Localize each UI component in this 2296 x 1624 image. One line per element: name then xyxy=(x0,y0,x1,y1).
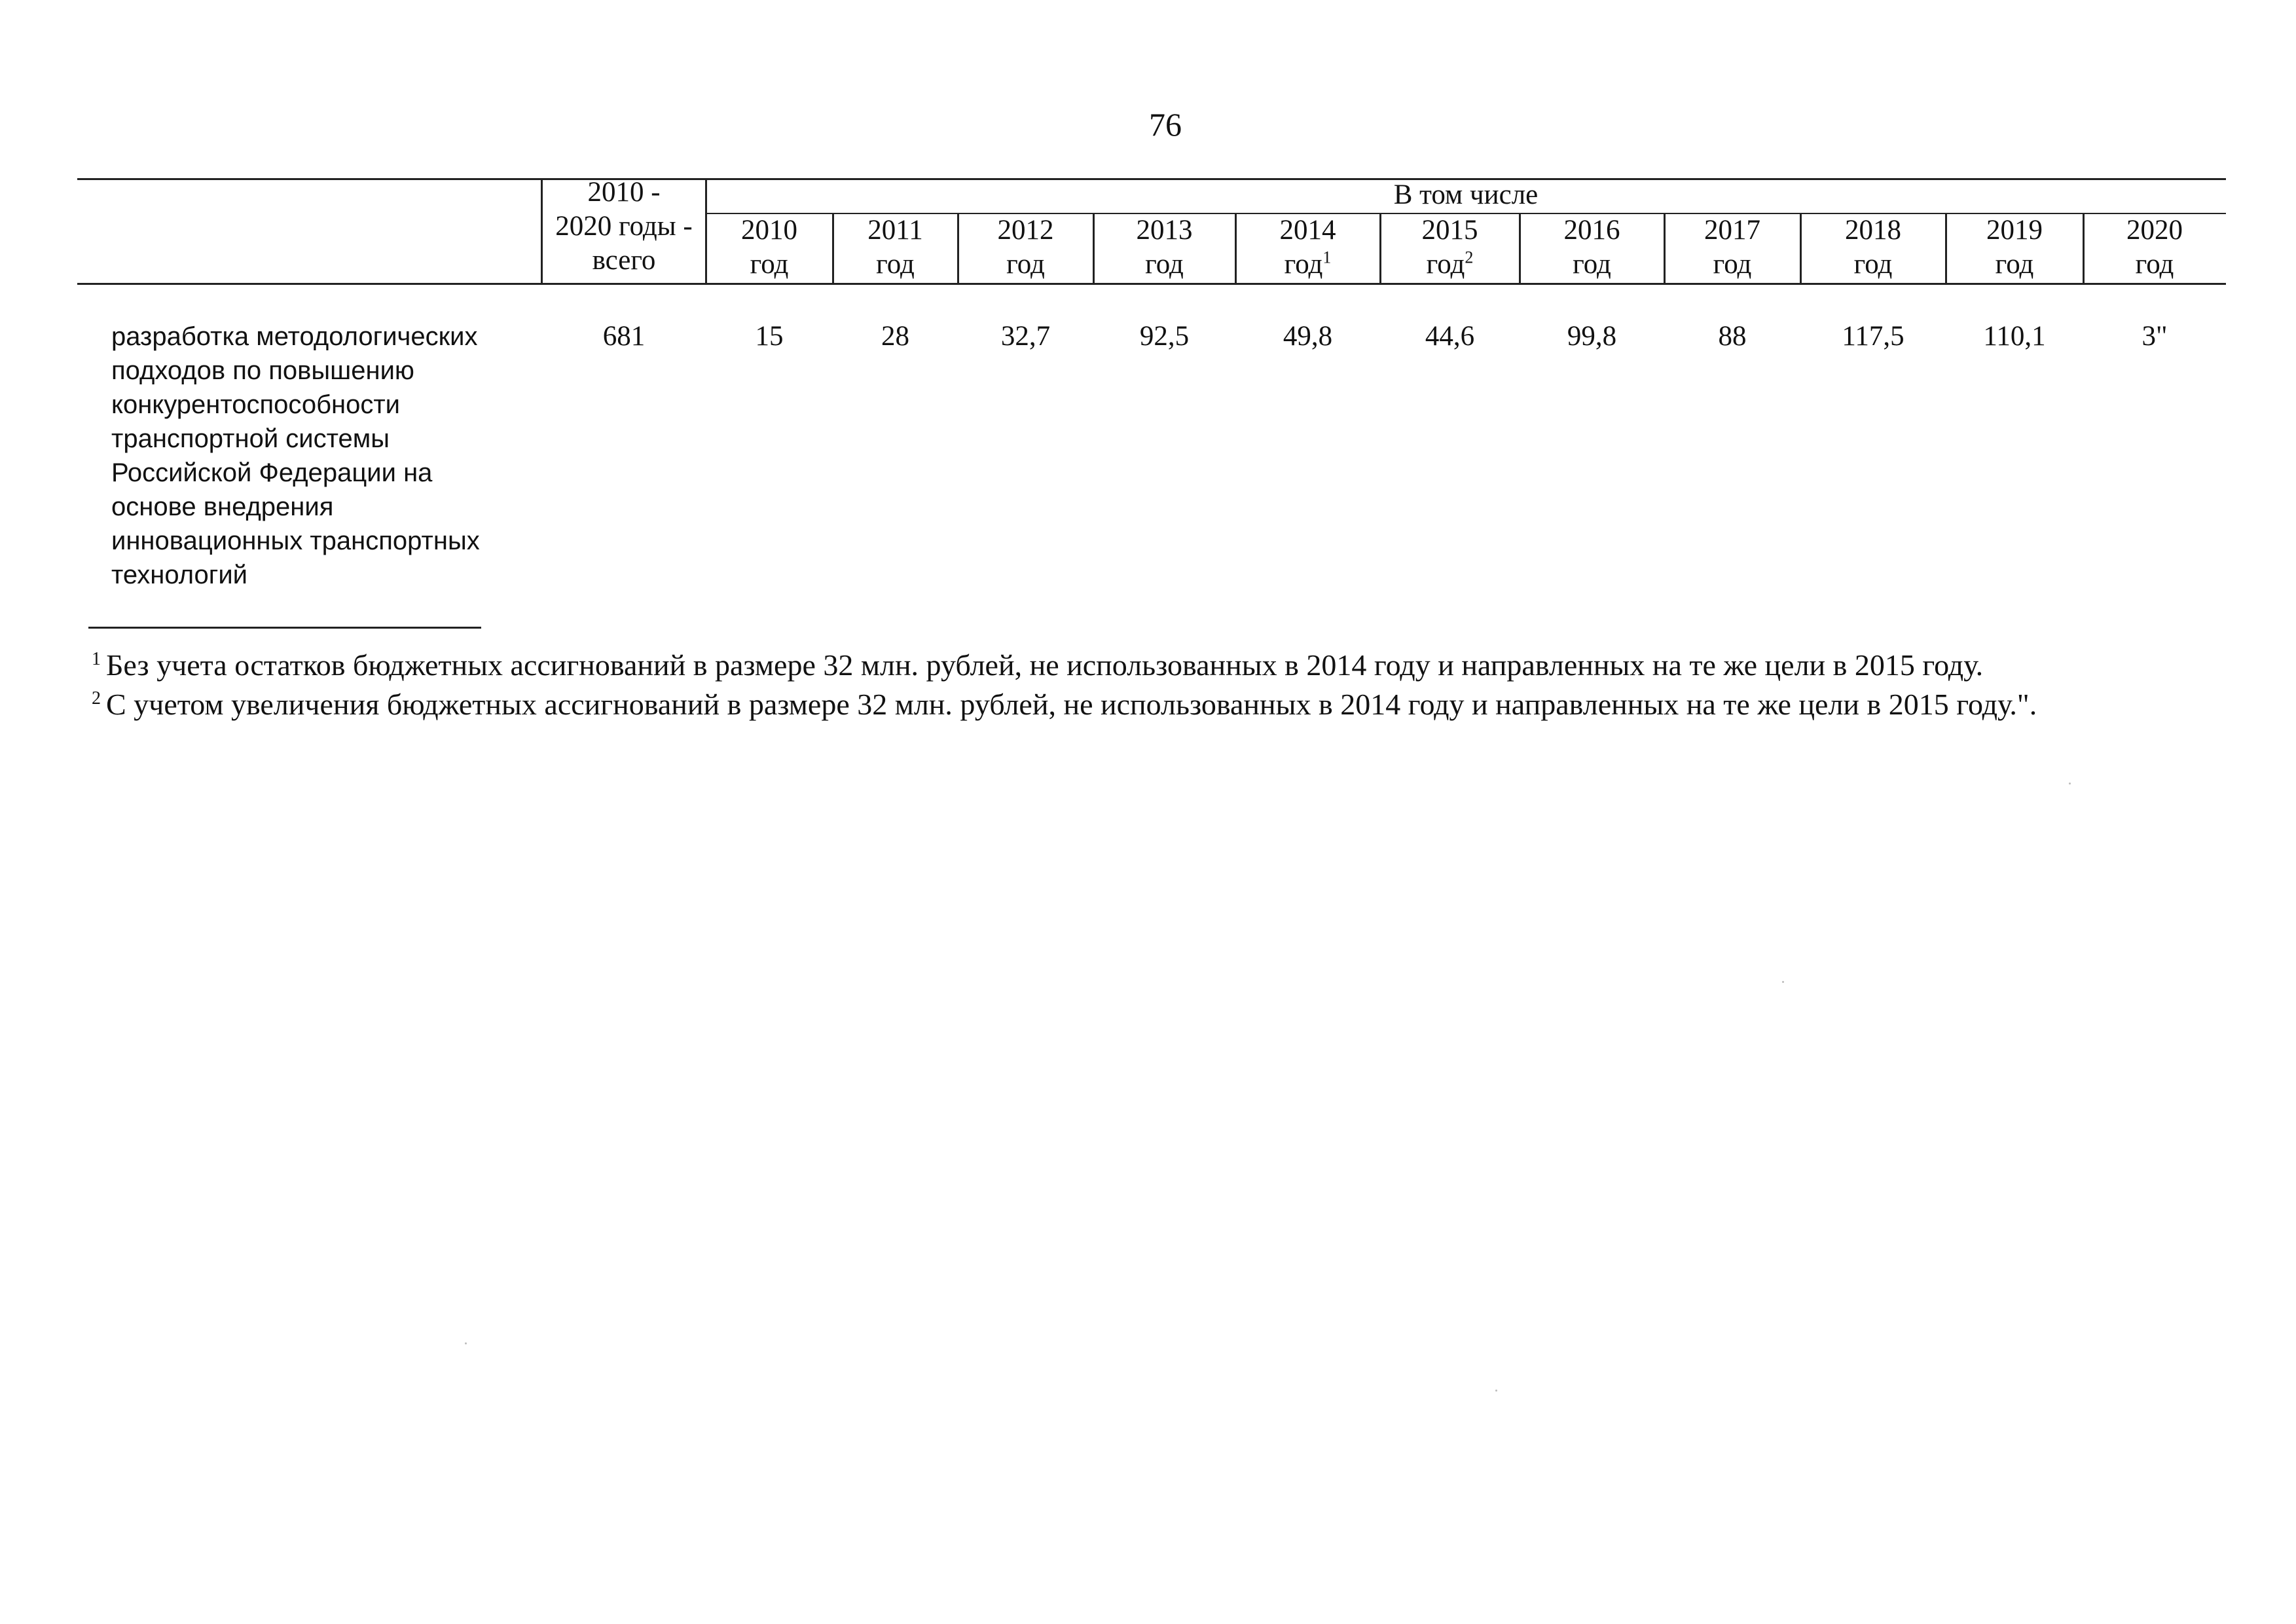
year-unit xyxy=(1235,248,1380,282)
row-year-value: 15 xyxy=(755,321,784,352)
row-year-value: 44,6 xyxy=(1425,321,1475,352)
row-year-value: 32,7 xyxy=(1000,321,1051,352)
scan-speck xyxy=(1495,1390,1497,1392)
row-year-value: 110,1 xyxy=(1983,321,2046,352)
scan-speck xyxy=(1782,981,1784,983)
scan-speck xyxy=(2069,783,2071,784)
year-unit-text: год xyxy=(876,249,915,280)
year-header xyxy=(958,213,1093,282)
year-header xyxy=(833,213,958,282)
year-label: 2017 xyxy=(1704,215,1760,246)
year-label: 2014 xyxy=(1279,215,1336,246)
row-year-value: 99,8 xyxy=(1567,321,1617,352)
year-label: 2019 xyxy=(1986,215,2043,246)
row-label-line: Российской Федерации на xyxy=(111,458,433,487)
footnote-1 xyxy=(92,647,1983,684)
year-unit-text: год xyxy=(1573,249,1611,280)
year-header xyxy=(1380,213,1520,282)
row-label-line: подходов по повышению xyxy=(111,356,414,385)
year-unit-text: год xyxy=(1713,249,1752,280)
year-label: 2020 xyxy=(2126,215,2183,246)
row-year-value: 3" xyxy=(2141,321,2168,352)
year-unit-text: год xyxy=(750,249,789,280)
footnote-text: С учетом увеличения бюджетных ассигнований в размере 32 млн. рублей, не использованных в 2014 году и направленных на те же цели в 2015 году.". xyxy=(106,688,2037,721)
year-unit-text: год xyxy=(1145,249,1184,280)
header-bottom-rule xyxy=(77,283,2226,285)
year-unit-text: год xyxy=(1426,249,1465,280)
header-total-line: 2020 годы - xyxy=(555,211,693,242)
year-label: 2013 xyxy=(1136,215,1193,246)
row-year-value: 117,5 xyxy=(1842,321,1904,352)
year-unit xyxy=(1946,248,2083,282)
row-label-line: разработка методологических xyxy=(111,322,478,351)
year-label: 2015 xyxy=(1421,215,1478,246)
row-total-value: 681 xyxy=(602,321,646,352)
row-label-line: транспортной системы xyxy=(111,424,390,453)
footnote-2 xyxy=(92,686,2037,723)
year-header xyxy=(2083,213,2226,282)
footnote-mark: 1 xyxy=(92,648,101,669)
row-year-value: 88 xyxy=(1718,321,1747,352)
footnote-text: Без учета остатков бюджетных ассигнований в размере 32 млн. рублей, не использованных в 2014 году и направленных на те же цели в 2015 году. xyxy=(106,648,1984,682)
row-label-line: конкурентоспособности xyxy=(111,390,400,419)
row-label-line: инновационных транспортных xyxy=(111,526,480,555)
year-unit xyxy=(1380,248,1520,282)
year-unit xyxy=(1664,248,1800,282)
row-label xyxy=(111,320,543,592)
year-unit-text: год xyxy=(1284,249,1323,280)
year-unit xyxy=(833,248,958,282)
year-unit-text: год xyxy=(2135,249,2174,280)
header-total xyxy=(542,175,706,278)
year-unit xyxy=(1800,248,1946,282)
year-header xyxy=(1946,213,2083,282)
year-header xyxy=(1093,213,1235,282)
header-total-line: 2010 - xyxy=(587,177,661,208)
footnote-mark: 2 xyxy=(92,688,101,709)
year-label: 2011 xyxy=(867,215,923,246)
year-header xyxy=(706,213,833,282)
year-header xyxy=(1800,213,1946,282)
year-label: 2018 xyxy=(1845,215,1901,246)
row-year-value: 92,5 xyxy=(1139,321,1190,352)
year-unit-text: год xyxy=(1853,249,1893,280)
year-label: 2016 xyxy=(1563,215,1620,246)
year-header xyxy=(1235,213,1380,282)
year-unit xyxy=(2083,248,2226,282)
row-year-value: 49,8 xyxy=(1283,321,1333,352)
year-header xyxy=(1664,213,1800,282)
year-unit xyxy=(1520,248,1664,282)
year-label: 2010 xyxy=(741,215,797,246)
row-label-line: технологий xyxy=(111,561,248,589)
page-number: 76 xyxy=(1149,106,1182,143)
year-label: 2012 xyxy=(997,215,1054,246)
year-unit-text: год xyxy=(1995,249,2034,280)
row-label-line: основе внедрения xyxy=(111,492,334,521)
row-year-value: 28 xyxy=(881,321,909,352)
header-total-line: всего xyxy=(592,245,656,276)
year-unit xyxy=(1093,248,1235,282)
header-including: В том числе xyxy=(1393,179,1539,210)
year-unit-text: год xyxy=(1006,249,1045,280)
footnote-reference: 1 xyxy=(1322,248,1332,267)
footnote-reference: 2 xyxy=(1465,248,1474,267)
year-unit xyxy=(706,248,833,282)
year-header xyxy=(1520,213,1664,282)
footnote-separator xyxy=(88,627,481,629)
scan-speck xyxy=(465,1342,467,1344)
year-unit xyxy=(958,248,1093,282)
